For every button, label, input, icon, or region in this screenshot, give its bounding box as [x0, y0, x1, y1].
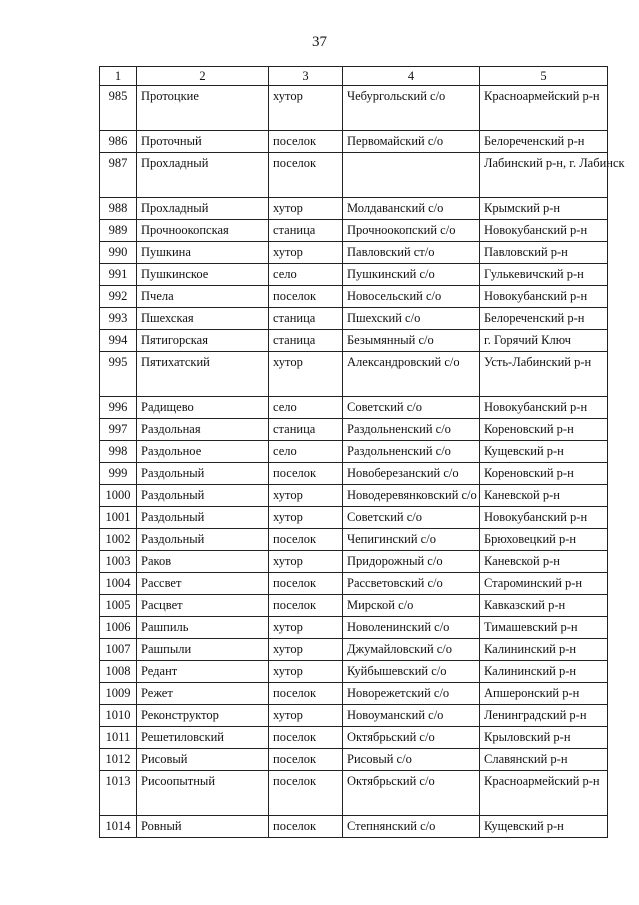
- table-row: [100, 419, 608, 441]
- settlement-type: поселок: [269, 463, 343, 485]
- settlement-type: село: [269, 397, 343, 419]
- council-name: Придорожный с/о: [343, 551, 480, 573]
- settlement-type: хутор: [269, 198, 343, 220]
- settlement-type: село: [269, 441, 343, 463]
- table-row: [100, 286, 608, 308]
- table-row: [100, 308, 608, 330]
- council-name: Раздольненский с/о: [343, 441, 480, 463]
- settlement-name: Раков: [137, 551, 269, 573]
- district-name: Павловский р-н: [480, 242, 608, 264]
- settlement-type: хутор: [269, 485, 343, 507]
- settlements-table: [99, 66, 625, 838]
- settlement-type: хутор: [269, 639, 343, 661]
- row-number: 988: [100, 198, 137, 220]
- row-number: 998: [100, 441, 137, 463]
- table-row: [100, 771, 608, 816]
- settlement-name: Рашпыли: [137, 639, 269, 661]
- row-number: 1007: [100, 639, 137, 661]
- settlement-name: Раздольный: [137, 463, 269, 485]
- settlement-name: Режет: [137, 683, 269, 705]
- settlement-type: поселок: [269, 595, 343, 617]
- district-name: Кущевский р-н: [480, 816, 608, 838]
- council-name: Чебургольский с/о: [343, 86, 480, 131]
- settlement-type: поселок: [269, 816, 343, 838]
- settlement-type: станица: [269, 419, 343, 441]
- district-name: Лабинский р-н, г. Лабинск: [480, 153, 608, 198]
- council-name: Новоберезанский с/о: [343, 463, 480, 485]
- settlement-type: поселок: [269, 683, 343, 705]
- settlement-name: Ровный: [137, 816, 269, 838]
- settlement-type: поселок: [269, 771, 343, 816]
- district-name: Новокубанский р-н: [480, 286, 608, 308]
- row-number: 1009: [100, 683, 137, 705]
- district-name: Калининский р-н: [480, 639, 608, 661]
- council-name: Советский с/о: [343, 397, 480, 419]
- settlement-name: Прохладный: [137, 198, 269, 220]
- settlement-name: Раздольный: [137, 529, 269, 551]
- council-name: Новодеревянковский с/о: [343, 485, 480, 507]
- district-name: Кавказский р-н: [480, 595, 608, 617]
- district-name: Кореновский р-н: [480, 419, 608, 441]
- council-name: Октябрьский с/о: [343, 727, 480, 749]
- settlement-name: Расцвет: [137, 595, 269, 617]
- settlement-name: Прочноокопская: [137, 220, 269, 242]
- district-name: Новокубанский р-н: [480, 220, 608, 242]
- table-row: [100, 639, 608, 661]
- row-number: 1006: [100, 617, 137, 639]
- council-name: Советский с/о: [343, 507, 480, 529]
- row-number: 987: [100, 153, 137, 198]
- council-name: Прочноокопский с/о: [343, 220, 480, 242]
- row-number: 1011: [100, 727, 137, 749]
- table-row: [100, 683, 608, 705]
- row-number: 996: [100, 397, 137, 419]
- district-name: Усть-Лабинский р-н: [480, 352, 608, 397]
- settlement-name: Прохладный: [137, 153, 269, 198]
- district-name: Белореченский р-н: [480, 131, 608, 153]
- row-number: 1003: [100, 551, 137, 573]
- page-number: 37: [312, 34, 327, 50]
- row-number: 986: [100, 131, 137, 153]
- row-number: 985: [100, 86, 137, 131]
- settlement-type: хутор: [269, 705, 343, 727]
- row-number: 1013: [100, 771, 137, 816]
- settlement-name: Раздольное: [137, 441, 269, 463]
- settlement-name: Рисовый: [137, 749, 269, 771]
- table-row: [100, 551, 608, 573]
- table-header-row: [100, 67, 608, 86]
- table-row: [100, 397, 608, 419]
- table-row: [100, 529, 608, 551]
- table-row: [100, 573, 608, 595]
- row-number: 992: [100, 286, 137, 308]
- table-row: [100, 198, 608, 220]
- table-row: [100, 242, 608, 264]
- district-name: Каневской р-н: [480, 485, 608, 507]
- table-row: [100, 86, 608, 131]
- column-header: 3: [269, 67, 343, 86]
- council-name: Новоуманский с/о: [343, 705, 480, 727]
- settlement-type: хутор: [269, 551, 343, 573]
- district-name: Славянский р-н: [480, 749, 608, 771]
- settlement-type: хутор: [269, 86, 343, 131]
- settlement-type: хутор: [269, 507, 343, 529]
- settlement-name: Рашпиль: [137, 617, 269, 639]
- table-body: [100, 86, 625, 838]
- settlement-type: станица: [269, 308, 343, 330]
- table-row: [100, 264, 608, 286]
- council-name: Рассветовский с/о: [343, 573, 480, 595]
- row-number: 990: [100, 242, 137, 264]
- settlement-name: Раздольный: [137, 485, 269, 507]
- settlement-name: Пятихатский: [137, 352, 269, 397]
- district-name: Крыловский р-н: [480, 727, 608, 749]
- table-row: [100, 441, 608, 463]
- settlement-name: Пятигорская: [137, 330, 269, 352]
- council-name: Павловский ст/о: [343, 242, 480, 264]
- row-number: 997: [100, 419, 137, 441]
- district-name: Новокубанский р-н: [480, 507, 608, 529]
- council-name: Александровский с/о: [343, 352, 480, 397]
- settlement-name: Протоцкие: [137, 86, 269, 131]
- table-row: [100, 617, 608, 639]
- row-number: 1001: [100, 507, 137, 529]
- council-name: Раздольненский с/о: [343, 419, 480, 441]
- district-name: Апшеронский р-н: [480, 683, 608, 705]
- district-name: Белореченский р-н: [480, 308, 608, 330]
- settlement-type: поселок: [269, 153, 343, 198]
- district-name: Брюховецкий р-н: [480, 529, 608, 551]
- table-row: [100, 485, 608, 507]
- council-name: Молдаванский с/о: [343, 198, 480, 220]
- row-number: 1008: [100, 661, 137, 683]
- row-number: 1014: [100, 816, 137, 838]
- settlement-type: хутор: [269, 352, 343, 397]
- table-row: [100, 661, 608, 683]
- settlement-type: поселок: [269, 749, 343, 771]
- settlement-name: Раздольный: [137, 507, 269, 529]
- district-name: Красноармейский р-н: [480, 771, 608, 816]
- row-number: 994: [100, 330, 137, 352]
- council-name: Рисовый с/о: [343, 749, 480, 771]
- settlement-type: поселок: [269, 573, 343, 595]
- district-name: Крымский р-н: [480, 198, 608, 220]
- settlement-name: Рисоопытный: [137, 771, 269, 816]
- table-row: [100, 816, 608, 838]
- district-name: г. Горячий Ключ: [480, 330, 608, 352]
- row-number: 995: [100, 352, 137, 397]
- council-name: Новосельский с/о: [343, 286, 480, 308]
- settlement-name: Решетиловский: [137, 727, 269, 749]
- table-row: [100, 727, 608, 749]
- settlement-name: Радищево: [137, 397, 269, 419]
- settlement-type: станица: [269, 220, 343, 242]
- settlement-name: Реконструктор: [137, 705, 269, 727]
- settlement-name: Проточный: [137, 131, 269, 153]
- settlement-name: Пушкина: [137, 242, 269, 264]
- column-header: 4: [343, 67, 480, 86]
- row-number: 993: [100, 308, 137, 330]
- district-name: Гулькевичский р-н: [480, 264, 608, 286]
- district-name: Каневской р-н: [480, 551, 608, 573]
- row-number: 1004: [100, 573, 137, 595]
- district-name: Калининский р-н: [480, 661, 608, 683]
- council-name: Пшехский с/о: [343, 308, 480, 330]
- row-number: 1000: [100, 485, 137, 507]
- column-header: 1: [100, 67, 137, 86]
- table-row: [100, 595, 608, 617]
- row-number: 991: [100, 264, 137, 286]
- district-name: Староминский р-н: [480, 573, 608, 595]
- settlement-name: Пшехская: [137, 308, 269, 330]
- table-row: [100, 463, 608, 485]
- settlement-name: Пушкинское: [137, 264, 269, 286]
- council-name: Куйбышевский с/о: [343, 661, 480, 683]
- council-name: Чепигинский с/о: [343, 529, 480, 551]
- row-number: 1002: [100, 529, 137, 551]
- settlement-type: хутор: [269, 242, 343, 264]
- row-number: 989: [100, 220, 137, 242]
- settlement-name: Пчела: [137, 286, 269, 308]
- district-name: Ленинградский р-н: [480, 705, 608, 727]
- council-name: Октябрьский с/о: [343, 771, 480, 816]
- district-name: Новокубанский р-н: [480, 397, 608, 419]
- row-number: 1005: [100, 595, 137, 617]
- row-number: 1010: [100, 705, 137, 727]
- settlement-type: поселок: [269, 286, 343, 308]
- table-row: [100, 352, 608, 397]
- settlement-type: поселок: [269, 529, 343, 551]
- table-row: [100, 220, 608, 242]
- settlement-type: поселок: [269, 727, 343, 749]
- table-row: [100, 153, 608, 198]
- settlement-name: Редант: [137, 661, 269, 683]
- council-name: Первомайский с/о: [343, 131, 480, 153]
- settlement-type: поселок: [269, 131, 343, 153]
- council-name: Степнянский с/о: [343, 816, 480, 838]
- council-name: Новорежетский с/о: [343, 683, 480, 705]
- settlement-name: Рассвет: [137, 573, 269, 595]
- district-name: Кущевский р-н: [480, 441, 608, 463]
- council-name: Джумайловский с/о: [343, 639, 480, 661]
- row-number: 999: [100, 463, 137, 485]
- table-row: [100, 330, 608, 352]
- council-name: [343, 153, 480, 198]
- settlement-type: хутор: [269, 661, 343, 683]
- settlement-name: Раздольная: [137, 419, 269, 441]
- council-name: Безымянный с/о: [343, 330, 480, 352]
- table-row: [100, 749, 608, 771]
- row-number: 1012: [100, 749, 137, 771]
- column-header: 2: [137, 67, 269, 86]
- column-header: 5: [480, 67, 608, 86]
- district-name: Тимашевский р-н: [480, 617, 608, 639]
- district-name: Кореновский р-н: [480, 463, 608, 485]
- council-name: Пушкинский с/о: [343, 264, 480, 286]
- table-row: [100, 507, 608, 529]
- district-name: Красноармейский р-н: [480, 86, 608, 131]
- council-name: Новоленинский с/о: [343, 617, 480, 639]
- settlement-type: хутор: [269, 617, 343, 639]
- settlement-type: станица: [269, 330, 343, 352]
- council-name: Мирской с/о: [343, 595, 480, 617]
- settlement-type: село: [269, 264, 343, 286]
- table-row: [100, 705, 608, 727]
- table-row: [100, 131, 608, 153]
